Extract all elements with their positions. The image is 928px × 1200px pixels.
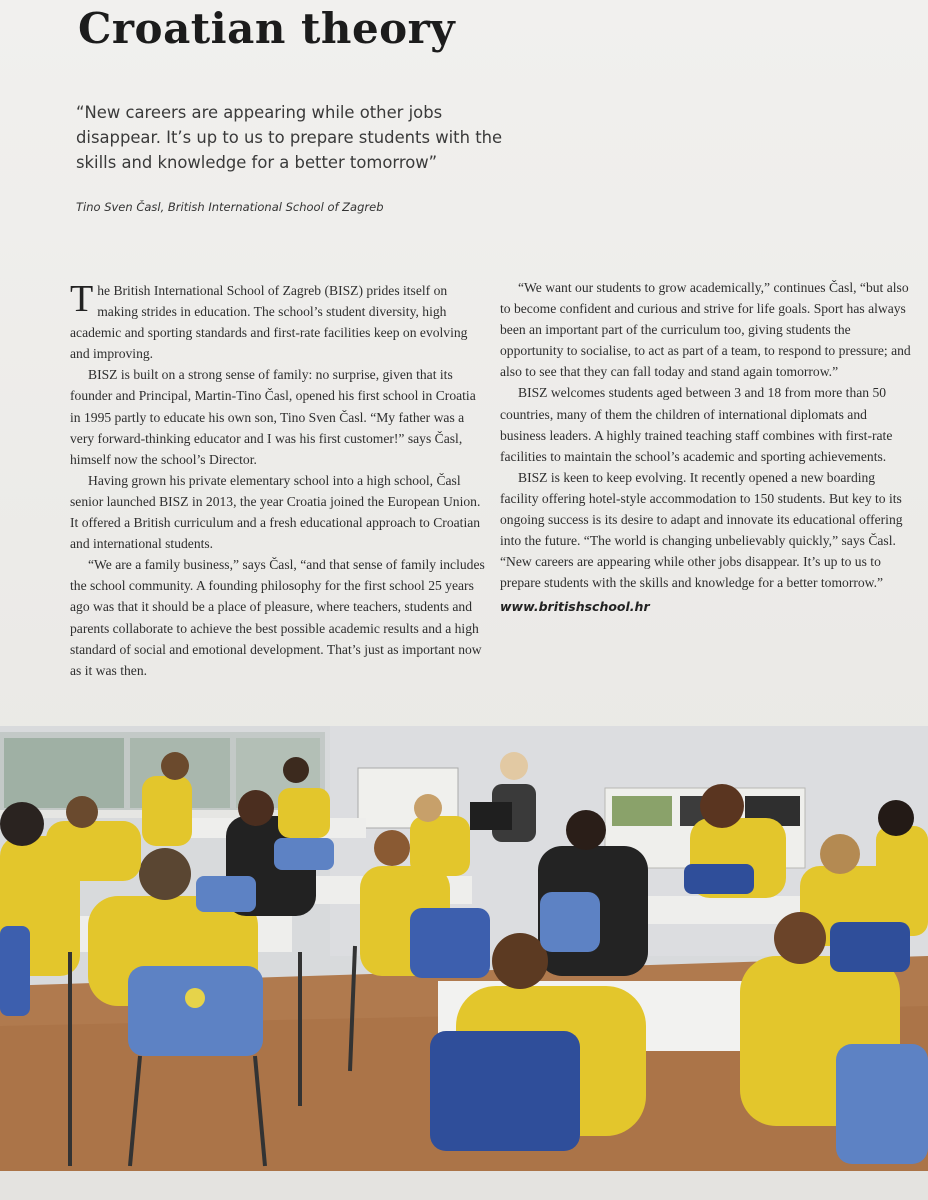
page-bottom-margin [0,1171,928,1200]
drop-cap: T [70,278,94,320]
article-column-right [500,277,912,618]
article-column-left [70,280,488,681]
pull-quote: “New careers are appearing while other jobs disappear. It’s up to us to prepare students with the skills and knowledge for a better tomorrow” [76,103,503,172]
paragraph: “We are a family business,” says Časl, “and that sense of family includes the school community. A founding philosophy for the first school 25 years ago was that it should be a place of pleasure, where teachers, students and parents collaborate to achieve the best possible academic results and a high standard of social and emotional development. That’s just as important now as it was then. [70,557,485,678]
quote-author: Tino Sven Časl, British International School of Zagreb [76,200,384,214]
paragraph: BISZ welcomes students aged between 3 and 18 from more than 50 countries, many of them the children of international diplomats and business leaders. A highly trained teaching staff combines with first-rate facilities to maintain the school’s academic and sporting achievements. [500,385,893,464]
paragraph: “We want our students to grow academically,” continues Časl, “but also to become confident and curious and strive for life goals. Sport has always been an important part of the curriculum too, giving students the opportunity to socialise, to act as part of a team, to respond to pressure; and also to see that they can fall today and stand again tomorrow.” [500,280,911,380]
website-link[interactable]: www.britishschool.hr [500,599,650,615]
paragraph: BISZ is built on a strong sense of family: no surprise, given that its founder and Principal, Martin-Tino Časl, opened his first school in Croatia in 1995 partly to educate his own son, Tino Sven Časl. “My father was a very forward-thinking educator and I was his first customer!” says Časl, himself now the school’s Director. [70,367,476,467]
paragraph: BISZ is keen to keep evolving. It recently opened a new boarding facility offering hotel-style accommodation to 150 students. But key to its ongoing success is its desire to adapt and innovate its educational offering into the future. “The world is changing unbelievably quickly,” says Časl. “New careers are appearing while other jobs disappear. It’s up to us to prepare students with the skills and knowledge for a better tomorrow.” [500,469,903,591]
paragraph: Having grown his private elementary school into a high school, Časl senior launched BISZ in 2013, the year Croatia joined the European Union. It offered a British curriculum and a fresh educational approach to Croatian and international students. [70,472,481,552]
paragraph: The British International School of Zagreb (BISZ) prides itself on making strides in education. The school’s student diversity, high academic and sporting standards and first-rate facilities keep on evolving and improving. [70,278,468,362]
article-title: Croatian theory [78,4,456,53]
classroom-photo [0,726,928,1171]
classroom-illustration [0,726,928,1171]
